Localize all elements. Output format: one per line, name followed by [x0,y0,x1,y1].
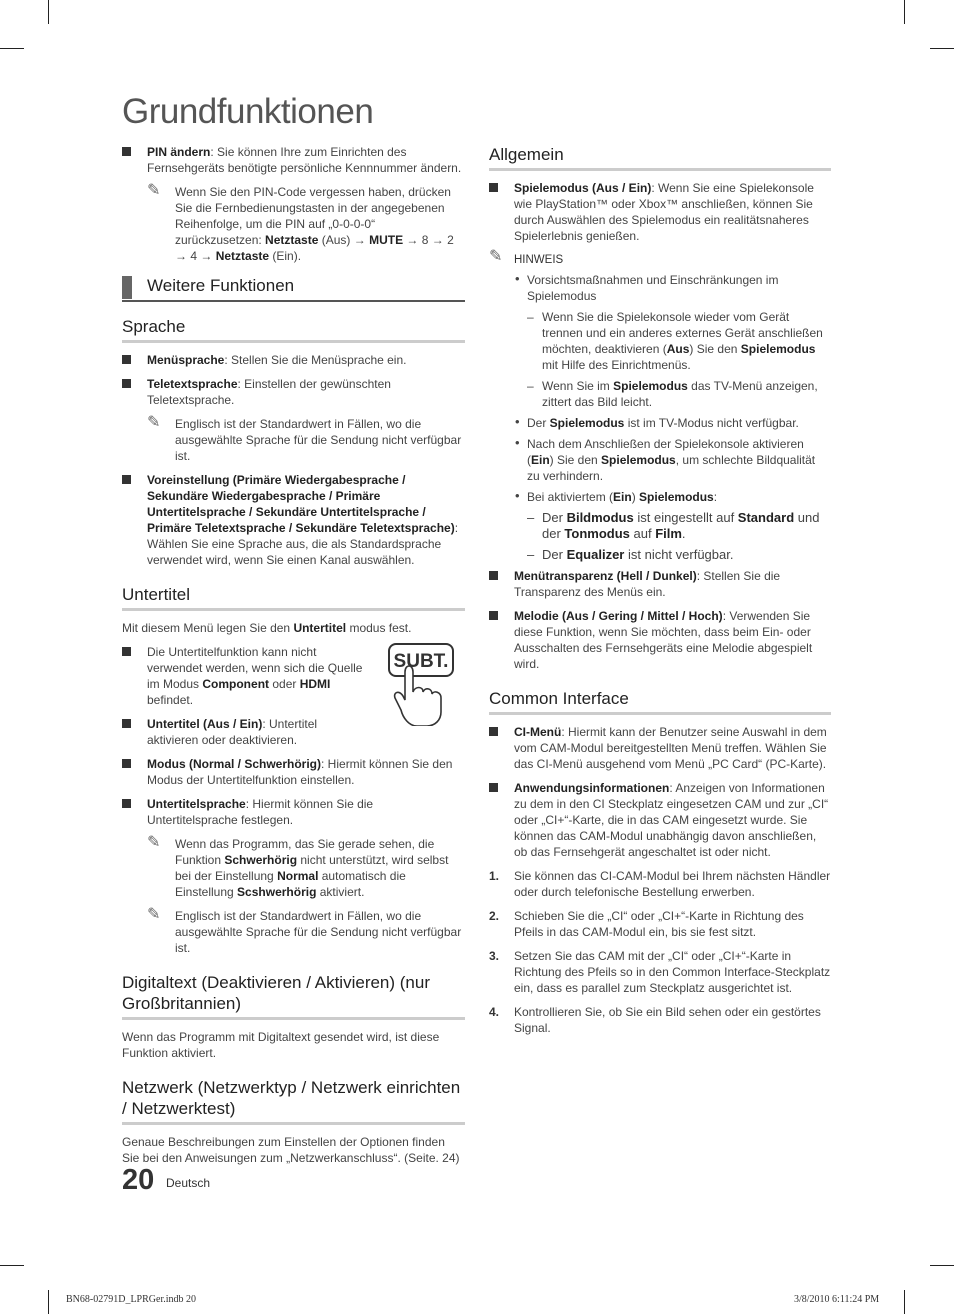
item-text: : Sie können Ihre zum Einrichten des Fernsehgeräts benötigte persönliche Kennnummer ändern. [147,145,462,175]
item-text: : Wählen Sie eine Sprache aus, die als Standardsprache verwendet wird, wenn Sie einen Kanal auswählen. [147,521,459,567]
square-bullet-icon [489,611,498,620]
item-text: Die Untertitelfunktion kann nicht verwendet werden, wenn sich die Quelle im Modus [147,645,363,691]
dash-text: Der [542,547,567,562]
crop-mark [904,0,905,24]
step-number: 4. [489,1005,500,1019]
item-term: PIN ändern [147,145,211,159]
list-item-modus [122,756,465,788]
dash-term: Spielemodus [613,379,688,393]
square-bullet-icon [122,475,131,484]
dot-text: Vorsichtsmaßnahmen und Einschränkungen im Spielemodus [527,273,779,303]
para-term: Untertitel [293,621,347,635]
step-text: Schieben Sie die „CI“ oder „CI+“-Karte in Richtung des Pfeils in das CAM-Modul ein, bis sie fest sitzt. [514,909,804,939]
list-item-anwendungsinformationen [489,780,831,860]
dash-text: Der [542,510,567,525]
dash-term: Aus [666,342,690,356]
item-term: Voreinstellung (Primäre Wiedergabesprache / Sekundäre Wiedergabesprache / Primäre Untertitelsprache / Sekundäre Untertitelsprache / Primäre Teletextsprache / Sekundäre Teletextsprache) [147,473,455,535]
note-term: Netztaste [265,233,319,247]
dot-term: Spielemodus [549,416,625,430]
dot-item [489,436,831,484]
dot-text: : [713,490,718,504]
dot-bullet-icon: • [515,271,520,286]
dot-text: Bei aktiviertem ( [527,490,614,504]
dash-item [489,547,831,563]
note-term: MUTE [369,233,404,247]
list-item-spielemodus [489,180,831,244]
note-text: automatisch die Einstellung [175,869,406,899]
item-term: Untertitel (Aus / Ein) [147,717,263,731]
dash-item [489,510,831,542]
item-term: Menütransparenz (Hell / Dunkel) [514,569,697,583]
pencil-note-icon: ✎ [147,834,161,851]
square-bullet-icon [122,147,131,156]
dot-text: , um schlechte Bildqualität zu verhindern. [527,453,816,483]
dash-bullet-icon: – [527,510,535,525]
note-text: (Aus) → [318,233,370,247]
dash-text: mit Hilfe des Einrichtmenüs. [542,358,691,372]
dash-text: ) Sie den [689,342,741,356]
item-text: : Hiermit kann der Benutzer seine Auswahl in dem vom CAM-Modul bereitgestellten Menü treffen. Wählen Sie das CI-Menü ausgehend vom Menü „PC Card“ (PC-Karte). [514,725,827,771]
netzwerk-text: Genaue Beschreibungen zum Einstellen der Optionen finden Sie bei den Anweisungen zum „Netzwerkanschluss“. (Seite. 24) [122,1135,460,1165]
dot-term: Spielemodus [601,453,676,467]
dash-bullet-icon: – [527,379,534,393]
step-number: 1. [489,869,500,883]
item-text: : Hiermit können Sie die Untertitelsprache festlegen. [147,797,374,827]
hinweis-text: HINWEIS [514,254,564,266]
item-term: Melodie (Aus / Gering / Mittel / Hoch) [514,609,723,623]
item-text: : Einstellen der gewünschten Teletextsprache. [147,377,391,407]
note-term: Schwerhörig [224,853,298,867]
crop-mark [0,1265,24,1266]
square-bullet-icon [122,759,131,768]
heading-digitaltext: Digitaltext (Deaktivieren / Aktivieren) (nur Großbritannien) [122,972,465,1020]
dot-bullet-icon: • [515,414,520,429]
square-bullet-icon [122,647,131,656]
list-item-pin [122,144,465,176]
dash-item [489,309,831,373]
numbered-step [489,868,831,900]
numbered-step [489,1004,831,1036]
pencil-note-icon: ✎ [147,906,161,923]
crop-mark [930,48,954,49]
item-term: Anwendungsinformationen [514,781,670,795]
dash-term: Film [655,526,682,541]
item-term: Component [202,677,270,691]
dash-term: Tonmodus [564,526,630,541]
pencil-note-icon: ✎ [147,182,161,199]
dot-text: ) Sie den [549,453,602,467]
numbered-step [489,948,831,996]
step-text: Setzen Sie das CAM mit der „CI“ oder „CI+“-Karte in Richtung des Pfeils so in den Common Interface-Steckplatz ein, dass es parallel zum Steckplatz ausgerichtet ist. [514,949,831,995]
subt-label: SUBT. [393,651,449,672]
dot-text: ) [631,490,640,504]
dot-bullet-icon: • [515,435,520,450]
section-band [122,274,465,302]
square-bullet-icon [122,799,131,808]
item-term: Menüsprache [147,353,225,367]
list-item-teletextsprache [122,376,465,408]
crop-mark [904,1290,905,1314]
list-item-voreinstellung [122,472,465,568]
list-item-untertitelfunktion [122,644,367,708]
heading-common-interface: Common Interface [489,688,831,715]
dot-item [489,272,831,304]
note-teletext [122,416,465,464]
dash-term: Bildmodus [566,510,634,525]
band-title: Weitere Funktionen [147,276,295,295]
item-text: : Stellen Sie die Transparenz des Menüs ein. [514,569,781,599]
untertitel-intro [122,620,465,636]
note-term: Normal [277,869,319,883]
square-bullet-icon [122,355,131,364]
square-bullet-icon [122,379,131,388]
dash-term: Equalizer [566,547,625,562]
heading-netzwerk: Netzwerk (Netzwerktyp / Netzwerk einrichten / Netzwerktest) [122,1077,465,1125]
item-text: : Stellen Sie die Menüsprache ein. [224,353,407,367]
dash-text: auf [629,526,656,541]
note-text: Wenn Sie den PIN-Code vergessen haben, drücken Sie die Fernbedienungstasten in der angegebenen Reihenfolge, um die PIN auf „0-0-0-0“ zurückzusetzen: [175,185,451,247]
dot-item [489,489,831,505]
right-column [489,144,831,1044]
note-text: Englisch ist der Standardwert in Fällen, wo die ausgewählte Sprache für die Sendung nicht verfügbar ist. [175,909,462,955]
dot-text: ist im TV-Modus nicht verfügbar. [624,416,799,430]
list-item-menusprache [122,352,465,368]
dash-text: und der [542,510,820,541]
dash-bullet-icon: – [527,310,534,324]
dot-text: Nach dem Anschließen der Spielekonsole aktivieren ( [527,437,804,467]
list-item-menutransparenz [489,568,831,600]
step-text: Sie können das CI-CAM-Modul bei Ihrem nächsten Händler oder durch telefonische Bestellung erwerben. [514,869,831,899]
numbered-step [489,908,831,940]
note-term: Scshwerhörig [237,885,317,899]
square-bullet-icon [489,783,498,792]
dot-term: Ein [531,453,550,467]
item-text: : Verwenden Sie diese Funktion, wenn Sie möchten, dass beim Ein- oder Ausschalten des Fernsehgeräts eine Melodie abgespielt wird. [514,609,813,671]
note-englisch [122,908,465,956]
square-bullet-icon [489,183,498,192]
footer-language: Deutsch [166,1176,211,1190]
item-text: befindet. [147,693,194,707]
crop-mark [930,1265,954,1266]
item-text: : Wenn Sie eine Spielekonsole wie PlayStation™ oder Xbox™ anschließen, können Sie durch Auswählen des Spielemodus ein realitätsnaheres Spielerlebnis genießen. [514,181,814,243]
crop-mark [0,48,24,49]
para-text: modus fest. [346,621,412,635]
note-text: aktiviert. [316,885,365,899]
dash-text: ist eingestellt auf [633,510,738,525]
page-title: Grundfunktionen [122,92,374,131]
item-text: : Hiermit können Sie den Modus der Untertitelfunktion einstellen. [147,757,453,787]
dot-term: Spielemodus [639,490,714,504]
step-number: 3. [489,949,500,963]
crop-mark [48,1290,49,1314]
dash-text: ist nicht verfügbar. [624,547,734,562]
square-bullet-icon [489,727,498,736]
note-text: nicht unterstützt, wird selbst bei der Einstellung [175,853,449,883]
heading-allgemein: Allgemein [489,144,831,171]
item-term: HDMI [299,677,331,691]
list-item-untertitelsprache [122,796,465,828]
dash-text: das TV-Menü anzeigen, zittert das Bild leicht. [542,379,818,409]
page-number: 20 [122,1164,155,1196]
dash-text: . [681,526,686,541]
item-term: CI-Menü [514,725,562,739]
note-text: Englisch ist der Standardwert in Fällen, wo die ausgewählte Sprache für die Sendung nicht verfügbar ist. [175,417,462,463]
note-text: (Ein). [269,249,302,263]
step-text: Kontrollieren Sie, ob Sie ein Bild sehen oder ein gestörtes Signal. [514,1005,821,1035]
item-term: Untertitelsprache [147,797,246,811]
note-pin [122,184,465,264]
dash-term: Standard [737,510,795,525]
step-number: 2. [489,909,500,923]
crop-mark [48,0,49,24]
dash-term: Spielemodus [740,342,816,356]
para-text: Mit diesem Menü legen Sie den [122,621,294,635]
subt-block [122,644,465,748]
heading-sprache: Sprache [122,316,465,343]
note-schwerhoerig [122,836,465,900]
list-item-melodie [489,608,831,672]
pencil-note-icon: ✎ [489,248,503,265]
dot-term: Ein [613,490,632,504]
digitaltext-text: Wenn das Programm mit Digitaltext gesendet wird, ist diese Funktion aktiviert. [122,1030,440,1060]
hinweis-label [489,248,831,268]
dash-text: Wenn Sie im [542,379,614,393]
item-text: : Untertitel aktivieren oder deaktivieren. [147,717,318,747]
item-term: Spielemodus (Aus / Ein) [514,181,652,195]
dot-text: Der [527,416,550,430]
note-term: Netztaste [215,249,270,263]
heading-untertitel: Untertitel [122,584,465,611]
square-bullet-icon [122,719,131,728]
dot-item [489,415,831,431]
dash-item [489,378,831,410]
band-marker-icon [122,276,132,299]
print-slug-right: 3/8/2010 6:11:24 PM [794,1294,880,1305]
dot-bullet-icon: • [515,488,520,503]
pencil-note-icon: ✎ [147,414,161,431]
list-item-untertitel-aus-ein [122,716,367,748]
print-slug-left: BN68-02791D_LPRGer.indb 20 [66,1294,196,1305]
subt-remote-button-icon [387,642,457,726]
item-text: oder [269,677,300,691]
item-term: Modus (Normal / Schwerhörig) [147,757,322,771]
left-column [122,144,465,1174]
item-text: : Anzeigen von Informationen zu dem in den CI Steckplatz eingesetzen CAM und zur „CI“ oder „CI+“-Karte, die in das CAM eingesetzt wurde. Sie können das CAM-Modul unabhängig davon anschließen, ob das Fernsehgerät angeschaltet ist oder nicht. [514,781,829,859]
square-bullet-icon [489,571,498,580]
item-term: Teletextsprache [147,377,238,391]
dash-bullet-icon: – [527,547,535,562]
note-text: Wenn das Programm, das Sie gerade sehen, die Funktion [175,837,435,867]
dash-text: Wenn Sie die Spielekonsole wieder vom Gerät trennen und ein anderes externes Gerät anschließen möchten, deaktivieren ( [542,310,823,356]
note-text: → 8 → 2 → 4 → [175,233,454,263]
list-item-ci-menu [489,724,831,772]
